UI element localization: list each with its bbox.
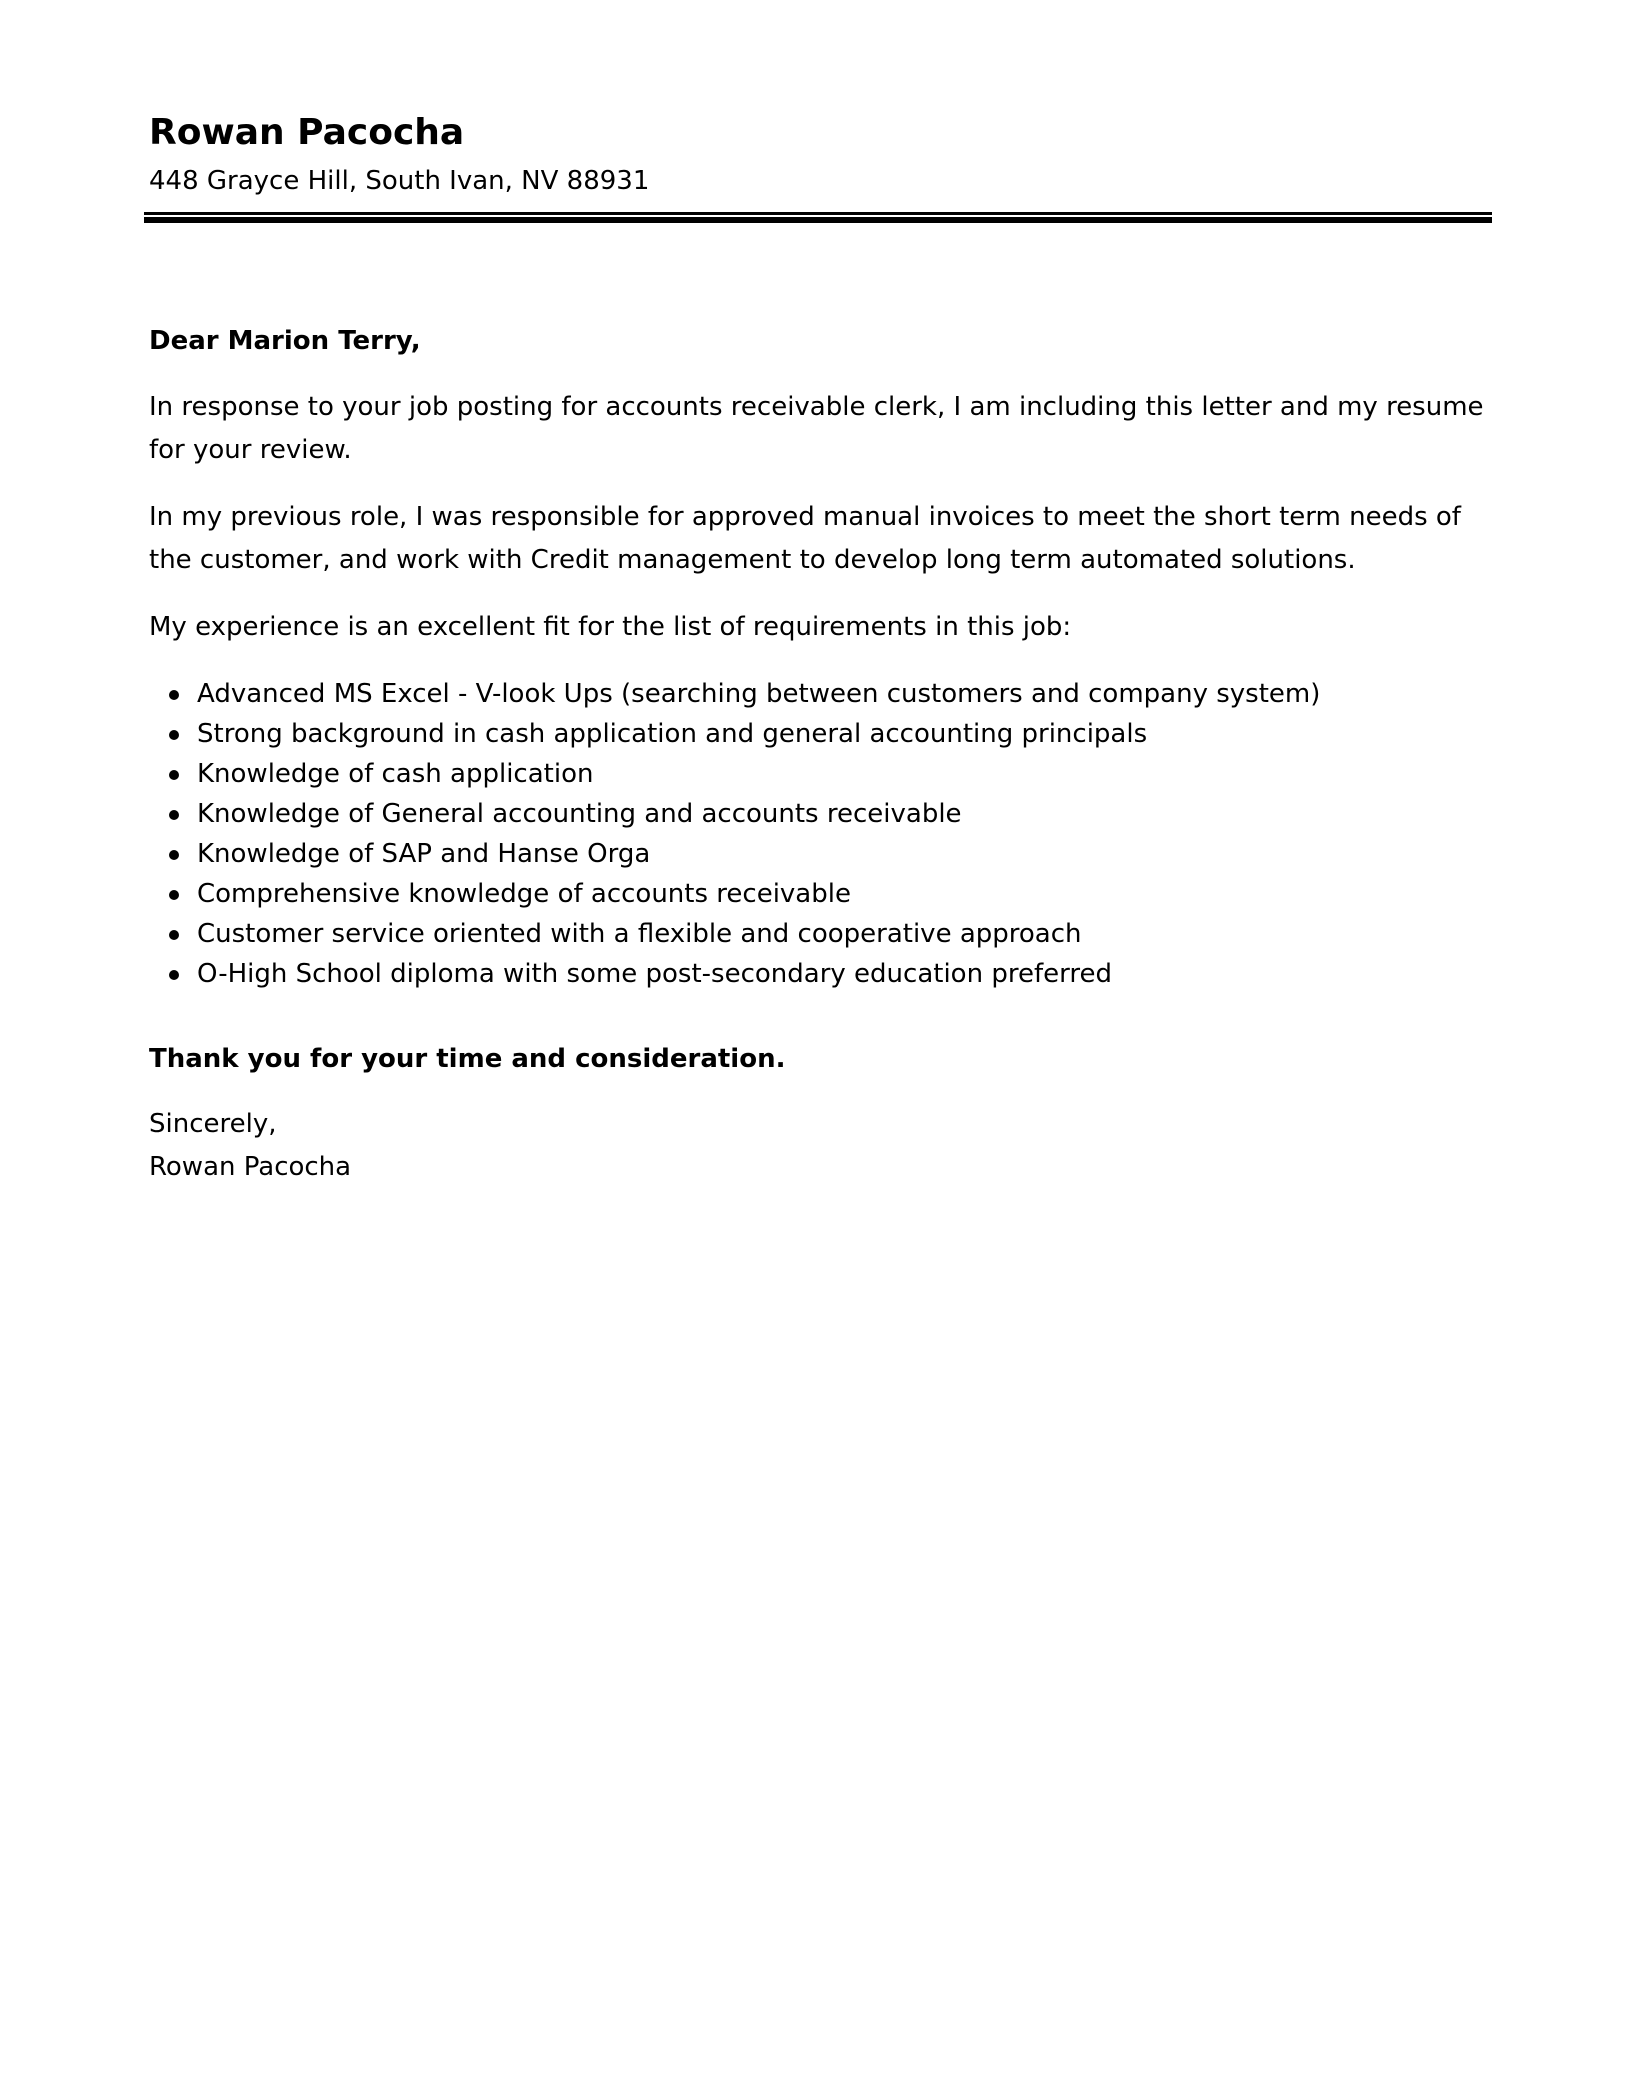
requirements-list — [149, 674, 1491, 994]
paragraph-previous-role: In my previous role, I was responsible for approved manual invoices to meet the short term needs of the customer, and work with Credit management to develop long term automated solutions. — [149, 502, 1461, 575]
header-divider-thick-line — [144, 217, 1492, 223]
header-divider-thin-line — [144, 212, 1492, 215]
requirement-text: Customer service oriented with a flexible and cooperative approach — [197, 919, 1082, 949]
paragraph-intro: In response to your job posting for accounts receivable clerk, I am including this letter and my resume for your review. — [149, 392, 1484, 465]
bullet-icon — [169, 730, 179, 740]
list-item — [149, 914, 1491, 954]
bullet-icon — [169, 850, 179, 860]
signature-name: Rowan Pacocha — [149, 1152, 352, 1182]
bullet-icon — [169, 690, 179, 700]
bullet-icon — [169, 970, 179, 980]
list-item — [149, 874, 1491, 914]
sender-name: Rowan Pacocha — [149, 112, 465, 153]
list-item — [149, 834, 1491, 874]
closing-line: Thank you for your time and consideration. — [149, 1044, 786, 1074]
bullet-icon — [169, 930, 179, 940]
requirement-text: Advanced MS Excel - V-look Ups (searching between customers and company system) — [197, 679, 1321, 709]
signoff: Sincerely, — [149, 1109, 277, 1139]
salutation: Dear Marion Terry, — [149, 326, 421, 356]
list-item — [149, 674, 1491, 714]
bullet-icon — [169, 890, 179, 900]
paragraph-requirements-lead: My experience is an excellent fit for the list of requirements in this job: — [149, 612, 1072, 642]
header-divider — [144, 212, 1492, 224]
sender-address: 448 Grayce Hill, South Ivan, NV 88931 — [149, 166, 650, 196]
bullet-icon — [169, 770, 179, 780]
requirement-text: O-High School diploma with some post-secondary education preferred — [197, 959, 1112, 989]
requirement-text: Knowledge of cash application — [197, 759, 594, 789]
requirement-text: Strong background in cash application and general accounting principals — [197, 719, 1148, 749]
requirement-text: Comprehensive knowledge of accounts receivable — [197, 879, 851, 909]
list-item — [149, 954, 1491, 994]
list-item — [149, 754, 1491, 794]
bullet-icon — [169, 810, 179, 820]
list-item — [149, 794, 1491, 834]
requirement-text: Knowledge of General accounting and accounts receivable — [197, 799, 962, 829]
requirement-text: Knowledge of SAP and Hanse Orga — [197, 839, 651, 869]
list-item — [149, 714, 1491, 754]
